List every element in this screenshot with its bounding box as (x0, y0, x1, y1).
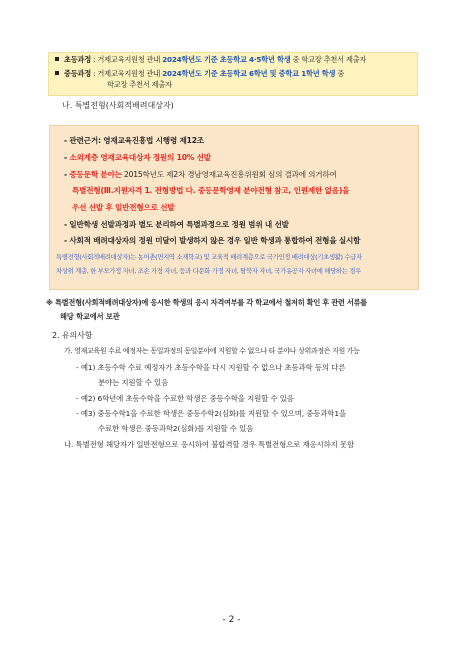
special-heading: 나. 특별전형(사회적배려대상자) (62, 101, 174, 110)
field-item-line2: 특별전형(Ⅲ.지원자격 1. 전형방법 다. 중등문학영재 분야전형 참고, 인원제한 없음)을 (72, 186, 350, 195)
eligibility-box (48, 52, 418, 96)
example3-line2: 수료한 학생은 중등과학2(심화)를 지원할 수 있음 (98, 424, 254, 433)
example1-line1: - 예1) 초등수학 수료 예정자가 초등수학을 다시 지원할 수 없으나 초등과학 등의 다른 (76, 363, 346, 372)
example3-line1: - 예3) 중등수학1을 수료한 학생은 중등수학2(심화)를 지원할 수 있으며, 중등과학1을 (76, 409, 347, 418)
elementary-eligibility: 초등과정 : 거제교육지원청 관내 2024학년도 기준 초등학교 4∙5학년 학생 중 학교장 추천서 제출자 (55, 55, 366, 65)
warning-line1: ※ 특별전형(사회적배려대상자)에 응시한 학생의 응시 자격여부를 각 학교에서 철저히 확인 후 관련 서류를 (46, 298, 367, 307)
example1-line2: 분야는 지원할 수 있음 (98, 378, 169, 387)
shortfall-item: - 사회적 배려대상자의 정원 미달이 발생하지 않은 경우 일반 학생과 통합하여 전형을 실시함 (64, 236, 361, 245)
special-admission-box (49, 125, 419, 290)
notes-heading: 2. 유의사항 (52, 331, 93, 340)
separate-item: - 일반학생 선발과정과 별도 분리하여 특별과정으로 정원 범위 내 선발 (64, 220, 289, 229)
page-number: - 2 - (222, 615, 241, 625)
example2: - 예2) 6학년에 초등수학을 수료한 학생은 중등수학을 지원할 수 있음 (76, 394, 294, 403)
note-na: 나. 특별전형 해당자가 일반전형으로 응시하여 불합격할 경우 특별전형으로 재응시하지 못함 (64, 440, 354, 449)
quota-item: - 소외계층 영재교육대상자 정원의 10% 선발 (64, 153, 211, 162)
field-item-line3: 우선 선발 후 일반전형으로 선발 (72, 203, 175, 212)
field-item: - 중등문학 분야는 2015학년도 제2차 경남영재교육진흥위원회 심의 결과에 의거하여 (64, 170, 337, 179)
eligibility-note-line1: 특별전형(사회적배려대상자)는 농어촌(면지역 소재학교) 및 교육적 배려계층으로 국가인정 배려대상(기초생활) 수급자 (56, 253, 362, 261)
eligibility-note-line2: 차상위 계층, 한 부모가정 자녀, 조손 가정 자녀, 등과 다문화 가정 자녀, 탈북자 자녀, 국가유공자 자녀에 해당하는 경우 (56, 267, 361, 275)
warning-line2: 해당 학교에서 보관 (60, 312, 120, 321)
middle-eligibility: 중등과정 : 거제교육지원청 관내 2024학년도 기준 초등학교 6학년 및 중학교 1학년 학생 중 (55, 69, 344, 79)
bullet-square-icon (55, 71, 59, 75)
basis-item: - 관련근거: 영재교육진흥법 시행령 제12조 (64, 136, 204, 145)
note-ga: 가. 영재교육원 수료 예정자는 동일과정의 동일분야에 지원할 수 없으나 타 분야나 상위과정은 지원 가능 (64, 347, 360, 355)
bullet-square-icon (55, 57, 59, 61)
middle-eligibility-cont: 학교장 추천서 제출자 (107, 80, 172, 89)
